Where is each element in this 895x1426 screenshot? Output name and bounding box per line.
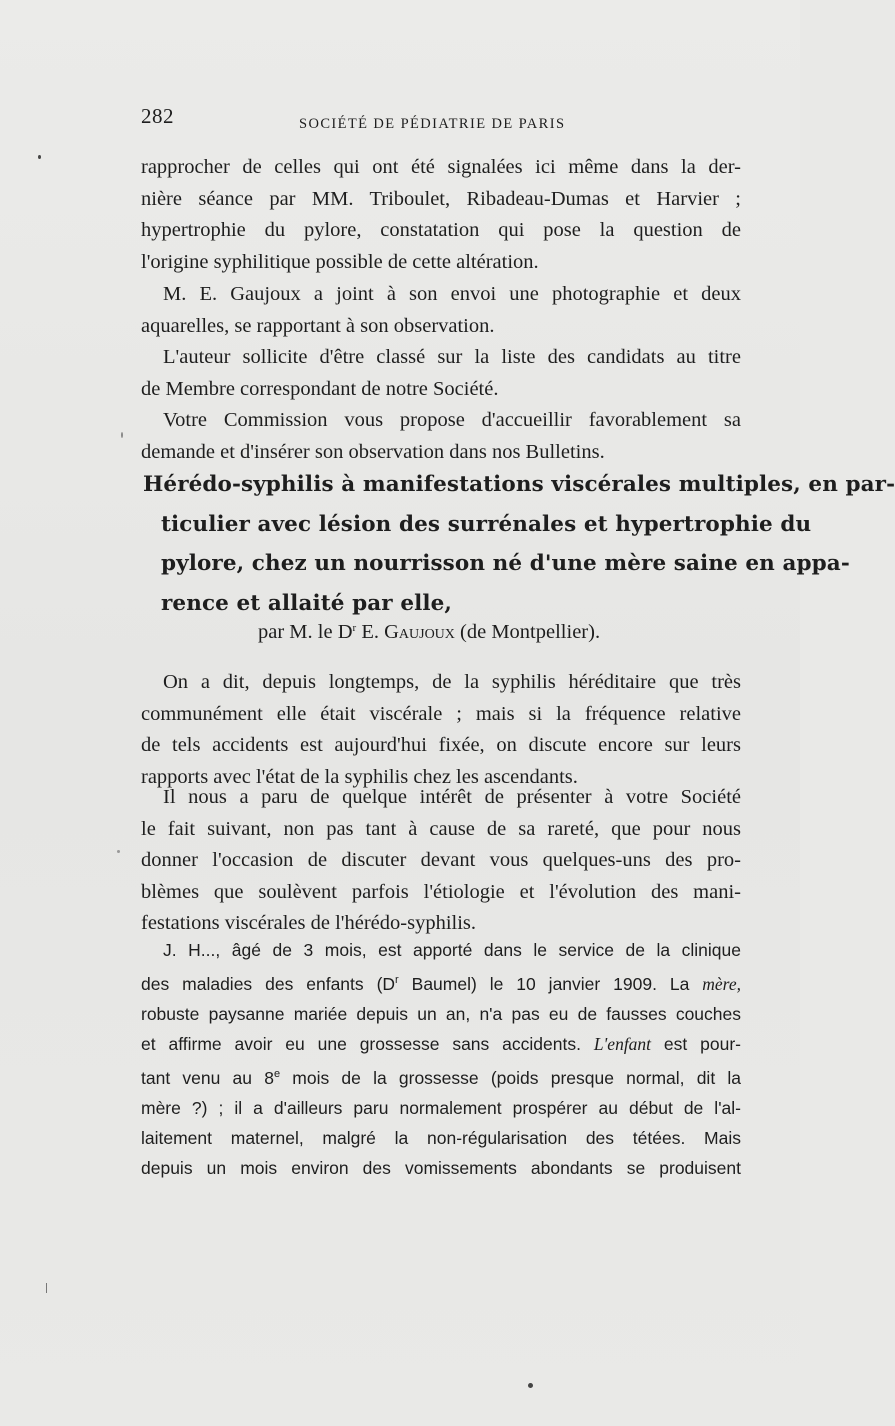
- text-line: [141, 965, 741, 999]
- text-line: mère ?) ; il a d'ailleurs paru normalement prospérer au début de l'al-: [141, 1098, 741, 1118]
- page-header: [141, 104, 751, 140]
- ink-speck: [46, 1283, 47, 1293]
- text-line: depuis un mois environ des vomissements abondants se produisent: [141, 1158, 741, 1178]
- text-line: L'auteur sollicite d'être classé sur la liste des candidats au titre: [163, 346, 741, 368]
- intro-paragraph-2: [141, 279, 741, 342]
- title-line: rence et allaité par elle,: [161, 590, 453, 616]
- text-line: J. H..., âgé de 3 mois, est apporté dans le service de la clinique: [163, 940, 741, 960]
- text-line: demande et d'insérer son observation dans nos Bulletins.: [141, 440, 605, 463]
- ink-speck: [117, 850, 120, 853]
- running-head: SOCIÉTÉ DE PÉDIATRIE DE PARIS: [299, 116, 566, 132]
- intro-paragraph-3: [141, 342, 741, 405]
- text-line: [141, 1059, 741, 1093]
- case-paragraph: [141, 935, 741, 1183]
- text-line: M. E. Gaujoux a joint à son envoi une photographie et deux: [163, 283, 741, 305]
- title-line: ticulier avec lésion des surrénales et hypertrophie du: [161, 511, 812, 537]
- text-emphasis: L'enfant: [593, 1034, 652, 1054]
- article-author: [258, 621, 600, 644]
- text-line: aquarelles, se rapportant à son observation.: [141, 314, 495, 337]
- text-line: nière séance par MM. Triboulet, Ribadeau-Dumas et Harvier ;: [141, 187, 741, 210]
- author-prefix: par M. le D: [258, 621, 353, 643]
- text-line: communément elle était viscérale ; mais si la fréquence relative: [141, 702, 741, 725]
- text-line: le fait suivant, non pas tant à cause de sa rareté, que pour nous: [141, 817, 741, 840]
- author-name: Gaujoux: [384, 621, 455, 643]
- text-line: donner l'occasion de discuter devant vous quelques-uns des pro-: [141, 849, 741, 871]
- text-line: rapports avec l'état de la syphilis chez les ascendants.: [141, 765, 578, 788]
- article-paragraph-2: [141, 782, 741, 940]
- text-line: blèmes que soulèvent parfois l'étiologie et l'évolution des mani-: [141, 880, 741, 903]
- text-line: On a dit, depuis longtemps, de la syphilis héréditaire que très: [163, 671, 741, 693]
- text-line: Il nous a paru de quelque intérêt de présenter à votre Société: [163, 786, 741, 808]
- article-title: [141, 465, 895, 623]
- text-sup: r: [395, 974, 399, 986]
- text-line: [141, 1029, 741, 1059]
- author-sup: r: [352, 622, 357, 634]
- article-paragraph-1: [141, 667, 741, 793]
- text-run: mois de la grossesse (poids presque normal, dit la: [280, 1068, 741, 1088]
- ink-speck: [528, 1383, 533, 1388]
- text-line: de tels accidents est aujourd'hui fixée, on discute encore sur leurs: [141, 734, 741, 756]
- text-line: laitement maternel, malgré la non-régularisation des tétées. Mais: [141, 1128, 741, 1148]
- text-line: festations viscérales de l'hérédo-syphilis.: [141, 912, 477, 934]
- text-line: robuste paysanne mariée depuis un an, n'a pas eu de fausses couches: [141, 1004, 741, 1024]
- ink-speck: [121, 432, 123, 438]
- text-emphasis: mère,: [702, 974, 741, 994]
- title-line: pylore, chez un nourrisson né d'une mère saine en appa-: [161, 551, 850, 576]
- text-run: tant venu au 8: [141, 1068, 274, 1088]
- author-initial: E.: [356, 621, 385, 643]
- page-number: 282: [141, 104, 174, 128]
- text-line: Votre Commission vous propose d'accueillir favorablement sa: [163, 409, 741, 431]
- title-line: Hérédo-syphilis à manifestations viscérales multiples, en par-: [143, 472, 895, 497]
- text-run: est pour-: [651, 1034, 741, 1054]
- text-run: des maladies des enfants (D: [141, 974, 396, 994]
- text-sup: e: [273, 1068, 281, 1080]
- ink-speck: [38, 155, 41, 159]
- intro-paragraph-1: [141, 152, 741, 278]
- text-line: de Membre correspondant de notre Société.: [141, 377, 499, 400]
- author-suffix: (de Montpellier).: [454, 621, 601, 643]
- text-run: et affirme avoir eu une grossesse sans accidents.: [141, 1034, 594, 1054]
- text-line: l'origine syphilitique possible de cette altération.: [141, 250, 539, 273]
- text-line: hypertrophie du pylore, constatation qui pose la question de: [141, 219, 741, 241]
- intro-paragraph-4: [141, 405, 741, 468]
- text-line: rapprocher de celles qui ont été signalées ici même dans la der-: [141, 156, 741, 178]
- text-run: Baumel) le 10 janvier 1909. La: [398, 974, 703, 994]
